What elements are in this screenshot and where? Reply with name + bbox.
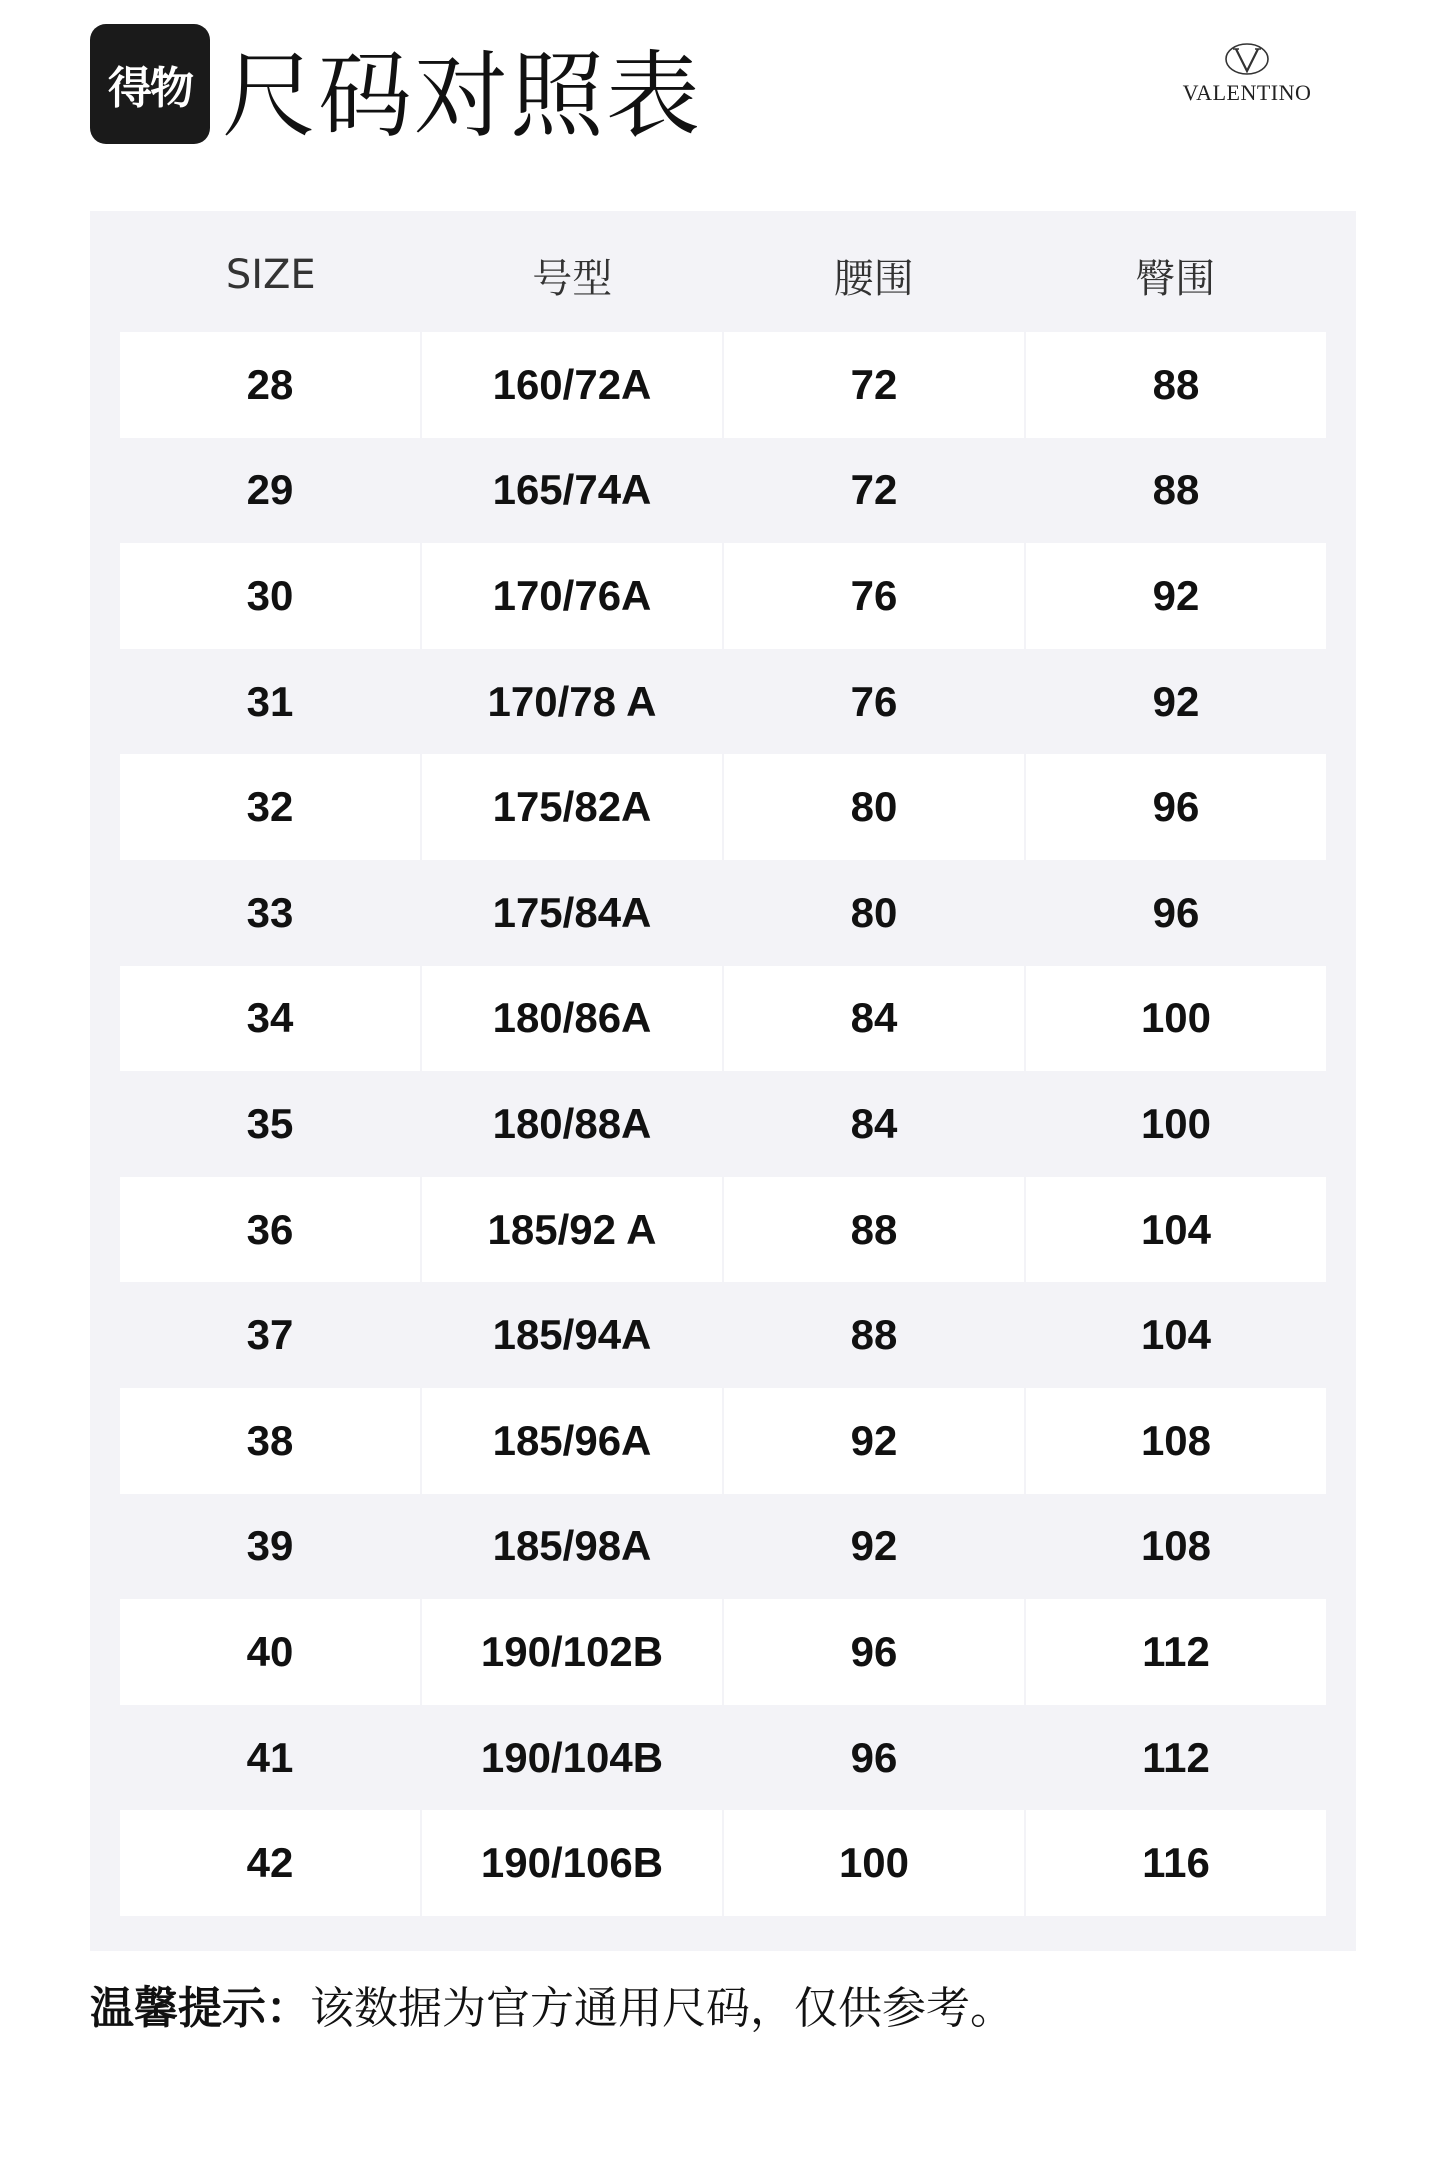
size-cell: 41	[246, 1733, 294, 1781]
model-cell: 170/78 A	[487, 677, 657, 725]
waist-cell: 84	[724, 966, 1024, 1072]
model-cell: 185/96A	[422, 1388, 722, 1494]
column-header-model: 号型	[532, 255, 613, 302]
waist-cell: 76	[850, 677, 898, 725]
table-body	[120, 332, 1326, 1916]
hip-cell: 96	[1026, 754, 1326, 860]
table-row	[120, 966, 1326, 1072]
model-cell: 170/76A	[422, 543, 722, 649]
model-cell: 185/92 A	[422, 1177, 722, 1283]
hip-cell: 104	[1140, 1311, 1212, 1359]
size-chart-table	[90, 211, 1356, 1951]
model-cell: 190/106B	[422, 1810, 722, 1916]
table-row	[120, 1071, 1326, 1177]
waist-cell: 72	[724, 332, 1024, 438]
waist-cell: 88	[850, 1311, 898, 1359]
model-cell: 190/104B	[480, 1733, 664, 1781]
brand-logo	[1172, 42, 1322, 106]
hip-cell: 88	[1152, 466, 1200, 514]
size-cell: 34	[120, 966, 420, 1072]
table-row	[120, 332, 1326, 438]
size-cell: 31	[246, 677, 294, 725]
tip-text: 该数据为官方通用尺码，仅供参考。	[310, 1983, 1014, 2034]
column-header-waist: 腰围	[833, 255, 914, 302]
table-row	[120, 1177, 1326, 1283]
waist-cell: 84	[850, 1099, 898, 1147]
waist-cell: 72	[850, 466, 898, 514]
hip-cell: 92	[1152, 677, 1200, 725]
waist-cell: 80	[850, 888, 898, 936]
logo-text: 得物	[108, 63, 192, 114]
valentino-v-icon	[1223, 42, 1271, 76]
hip-cell: 100	[1026, 966, 1326, 1072]
model-cell: 190/102B	[422, 1599, 722, 1705]
table-row	[120, 1599, 1326, 1705]
model-cell: 180/86A	[422, 966, 722, 1072]
table-row	[120, 649, 1326, 755]
waist-cell: 92	[724, 1388, 1024, 1494]
table-row	[120, 1705, 1326, 1811]
table-row	[120, 754, 1326, 860]
waist-cell: 92	[850, 1522, 898, 1570]
hip-cell: 108	[1026, 1388, 1326, 1494]
model-cell: 185/94A	[492, 1311, 652, 1359]
size-cell: 32	[120, 754, 420, 860]
column-header-size: SIZE	[225, 252, 316, 298]
size-cell: 37	[246, 1311, 294, 1359]
waist-cell: 96	[850, 1733, 898, 1781]
page-header	[0, 0, 1440, 170]
size-cell: 38	[120, 1388, 420, 1494]
table-row	[120, 1810, 1326, 1916]
table-row	[120, 438, 1326, 544]
hip-cell: 88	[1026, 332, 1326, 438]
brand-name: VALENTINO	[1182, 80, 1312, 105]
size-cell: 30	[120, 543, 420, 649]
waist-cell: 100	[724, 1810, 1024, 1916]
model-cell: 160/72A	[422, 332, 722, 438]
size-cell: 36	[120, 1177, 420, 1283]
hip-cell: 96	[1152, 888, 1200, 936]
table-row	[120, 543, 1326, 649]
page-title: 尺码对照表	[222, 42, 703, 151]
size-tip	[90, 1972, 1014, 2036]
model-cell: 180/88A	[492, 1099, 652, 1147]
size-cell: 39	[246, 1522, 294, 1570]
model-cell: 175/84A	[492, 888, 652, 936]
size-cell: 28	[120, 332, 420, 438]
model-cell: 165/74A	[492, 466, 652, 514]
model-cell: 175/82A	[422, 754, 722, 860]
hip-cell: 112	[1142, 1733, 1210, 1781]
hip-cell: 92	[1026, 543, 1326, 649]
dewu-logo	[90, 24, 210, 144]
table-row	[120, 1282, 1326, 1388]
table-row	[120, 860, 1326, 966]
size-cell: 40	[120, 1599, 420, 1705]
hip-cell: 112	[1026, 1599, 1326, 1705]
size-cell: 33	[246, 888, 294, 936]
waist-cell: 96	[724, 1599, 1024, 1705]
hip-cell: 116	[1026, 1810, 1326, 1916]
table-header-row	[120, 211, 1326, 331]
waist-cell: 80	[724, 754, 1024, 860]
size-cell: 29	[246, 466, 294, 514]
hip-cell: 100	[1140, 1099, 1212, 1147]
table-row	[120, 1494, 1326, 1600]
table-row	[120, 1388, 1326, 1494]
size-cell: 35	[246, 1099, 294, 1147]
hip-cell: 104	[1026, 1177, 1326, 1283]
size-cell: 42	[120, 1810, 420, 1916]
tip-label: 温馨提示：	[90, 1983, 310, 2034]
model-cell: 185/98A	[492, 1522, 652, 1570]
waist-cell: 76	[724, 543, 1024, 649]
column-header-hip: 臀围	[1135, 255, 1216, 302]
waist-cell: 88	[724, 1177, 1024, 1283]
hip-cell: 108	[1140, 1522, 1212, 1570]
